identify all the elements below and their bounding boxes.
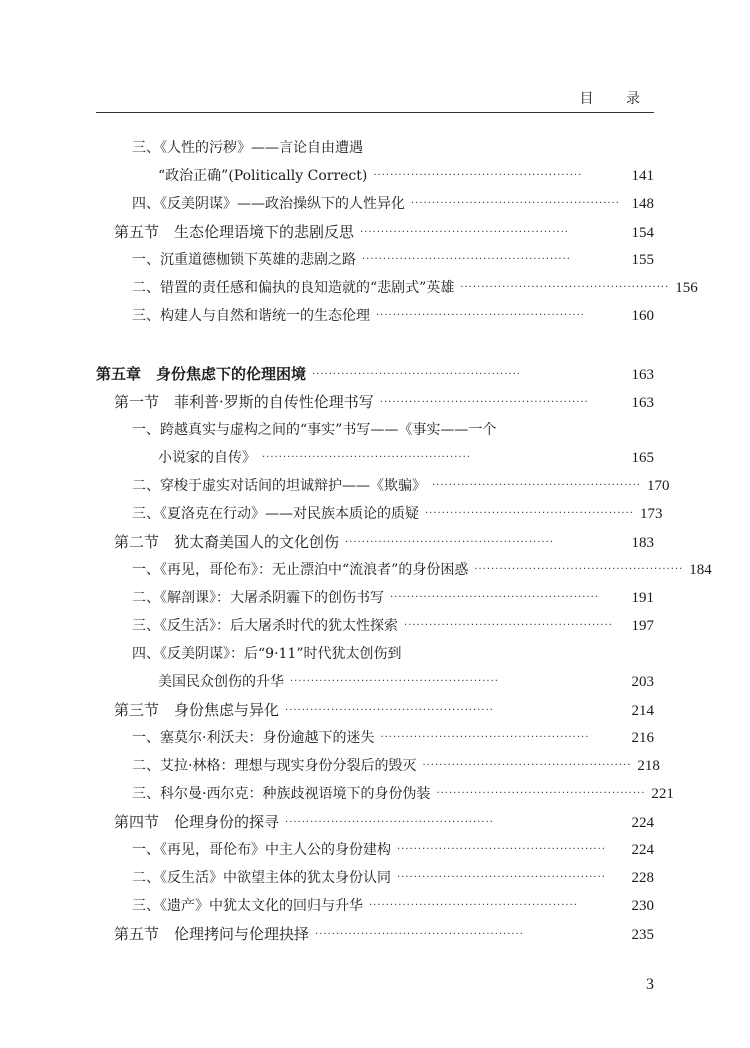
leader-dots: ·················································· [262,452,471,463]
running-head: 目 录 [579,91,654,107]
leader-dots: ·················································· [376,310,585,321]
toc-entry-label: 三、《反生活》：后大屠杀时代的犹太性探索 [132,618,398,634]
leader-dots: ·················································· [345,537,554,548]
toc-entry[interactable] [132,276,698,300]
leader-dots: ·················································· [315,929,524,940]
leader-dots: ·················································· [411,198,620,209]
toc-entry[interactable] [132,838,654,862]
toc-entry-page: 203 [631,674,654,690]
toc-section[interactable] [114,220,654,244]
toc-section-page: 154 [631,225,654,241]
leader-dots: ·················································· [312,369,521,380]
leader-dots: ·················································· [432,480,641,491]
leader-dots: ·················································· [290,676,499,687]
toc-entry-label: 一、塞莫尔·利沃夫：身份逾越下的迷失 [132,730,375,746]
page-number: 3 [646,976,654,993]
toc-entry[interactable] [132,866,654,890]
toc-entry-page: 218 [637,758,660,774]
toc-section-label: 第一节 菲利普·罗斯的自传性伦理书写 [114,393,374,411]
toc-section[interactable] [114,390,654,414]
toc-entry-label: 三、《夏洛克在行动》——对民族本质论的质疑 [132,506,419,522]
toc-section-label: 第五节 生态伦理语境下的悲剧反思 [114,223,355,241]
toc-entry[interactable] [132,754,660,778]
toc-entry-label: 四、《反美阴谋》：后“9·11”时代犹太创伤到 [132,646,402,662]
toc-chapter-label: 第五章 身份焦虑下的伦理困境 [96,365,307,383]
toc-entry-page: 230 [631,898,654,914]
toc-entry[interactable] [132,642,654,666]
toc-section[interactable] [114,698,654,722]
toc-entry-label: 三、科尔曼·西尔克：种族歧视语境下的身份伪装 [132,786,431,802]
toc-entry-page: 216 [631,730,654,746]
toc-entry-label: 三、《遗产》中犹太文化的回归与升华 [132,898,363,914]
leader-dots: ·················································· [360,227,569,238]
toc-entry-page: 173 [639,506,663,522]
toc-entry-label: 四、《反美阴谋》——政治操纵下的人性异化 [132,196,405,212]
leader-dots: ·················································· [379,397,589,408]
toc-entry[interactable] [132,418,654,442]
leader-dots: ·················································· [460,282,670,293]
toc-entry-page: 228 [631,870,654,886]
toc-entry[interactable] [132,474,670,498]
toc-entry-page: 197 [631,618,654,634]
toc-entry-label: 二、《反生活》中欲望主体的犹太身份认同 [132,870,391,886]
toc-entry-page: 155 [631,252,654,268]
toc-entry-label: 一、沉重道德枷锁下英雄的悲剧之路 [132,252,356,268]
leader-dots: ·················································· [397,872,606,883]
toc-section-label: 第四节 伦理身份的探寻 [114,813,280,831]
leader-dots: ·················································· [285,817,494,828]
leader-dots: ·················································· [362,254,571,265]
toc-entry[interactable] [132,136,654,160]
toc-entry[interactable] [132,586,654,610]
toc-entry-page: 148 [631,196,654,212]
leader-dots: ·················································· [390,592,599,603]
toc-entry-label: 二、艾拉·林格：理想与现实身份分裂后的毁灭 [132,758,417,774]
toc-section[interactable] [114,922,654,946]
toc-entry[interactable] [132,782,674,806]
leader-dots: ·················································· [474,564,684,575]
toc-entry[interactable] [158,670,654,694]
leader-dots: ·················································· [436,788,646,799]
toc-entry-label: “政治正确”(Politically Correct) [158,168,368,184]
toc-entry-label: 三、《人性的污秽》——言论自由遭遇 [132,140,363,156]
header-rule [96,112,654,113]
toc-entry[interactable] [132,726,654,750]
toc-chapter[interactable] [96,362,654,386]
toc-section-page: 224 [631,815,654,831]
toc-section[interactable] [114,530,654,554]
toc-section-label: 第三节 身份焦虑与异化 [114,701,280,719]
toc-entry[interactable] [158,164,654,188]
toc-entry-page: 184 [689,562,712,578]
toc-entry[interactable] [158,446,654,470]
toc-chapter-page: 163 [631,367,654,383]
leader-dots: ·················································· [373,170,583,181]
leader-dots: ·················································· [369,900,578,911]
toc-section[interactable] [114,810,654,834]
toc-entry-label: 小说家的自传》 [158,450,256,466]
toc-entry-label: 美国民众创伤的升华 [158,674,284,690]
leader-dots: ·················································· [397,844,606,855]
toc-entry-page: 221 [651,786,674,802]
toc-section-label: 第二节 犹太裔美国人的文化创伤 [114,533,340,551]
toc-entry-page: 224 [631,842,654,858]
leader-dots: ·················································· [380,732,590,743]
toc-entry-page: 170 [646,478,670,494]
toc-entry-label: 二、穿梭于虚实对话间的坦诚辩护——《欺骗》 [132,478,426,494]
leader-dots: ·················································· [425,508,634,519]
toc-section-page: 214 [631,703,654,719]
toc-entry[interactable] [132,192,654,216]
toc-section-page: 163 [631,395,654,411]
toc-entry[interactable] [132,248,654,272]
leader-dots: ·················································· [285,705,494,716]
toc-entry[interactable] [132,502,663,526]
toc-entry-label: 一、跨越真实与虚构之间的“事实”书写——《事实——一个 [132,422,497,438]
leader-dots: ·················································· [404,620,613,631]
toc-entry-page: 160 [631,308,654,324]
toc-entry-page: 165 [631,450,654,466]
toc-section-page: 183 [631,535,654,551]
toc-entry[interactable] [132,304,654,328]
toc-entry-label: 三、构建人与自然和谐统一的生态伦理 [132,308,370,324]
toc-entry-label: 一、《再见，哥伦布》中主人公的身份建构 [132,842,391,858]
toc-entry-label: 一、《再见，哥伦布》：无止漂泊中“流浪者”的身份困惑 [132,562,469,578]
toc-section-page: 235 [631,927,654,943]
toc-entry[interactable] [132,614,654,638]
leader-dots: ·················································· [422,760,632,771]
toc-entry-label: 二、《解剖课》：大屠杀阴霾下的创伤书写 [132,590,384,606]
toc-entry-page: 141 [631,168,654,184]
toc-entry[interactable] [132,558,712,582]
toc-entry-label: 二、错置的责任感和偏执的良知造就的“悲剧式”英雄 [132,280,455,296]
toc-entry-page: 156 [675,280,698,296]
toc-entry-page: 191 [631,590,654,606]
toc-entry[interactable] [132,894,654,918]
toc-section-label: 第五节 伦理拷问与伦理抉择 [114,925,310,943]
